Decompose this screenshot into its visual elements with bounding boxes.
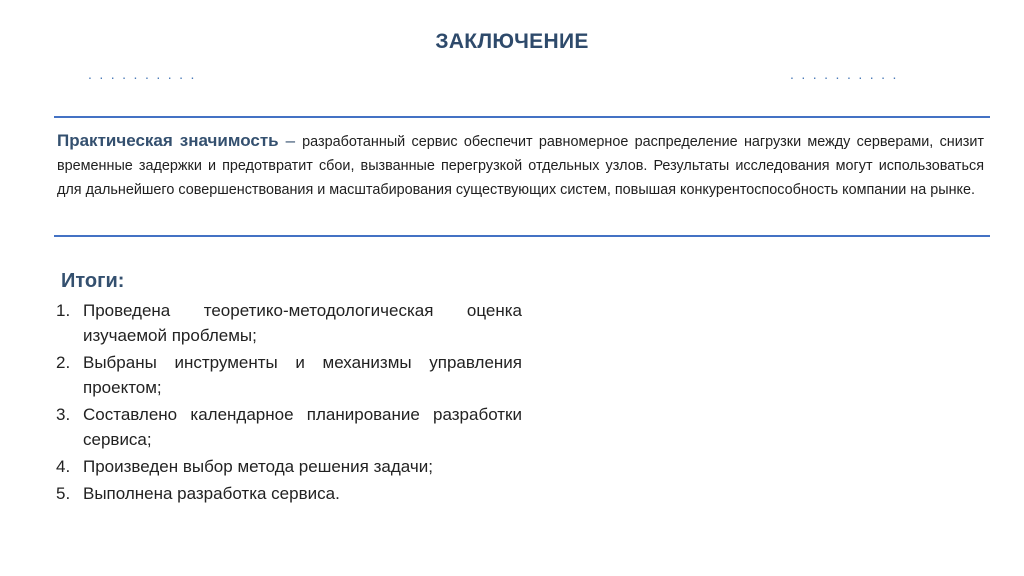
list-item: [56, 402, 522, 452]
decorative-dots-left: ..........: [88, 66, 202, 82]
list-item: [56, 481, 522, 506]
practical-significance-lead: Практическая значимость: [57, 131, 279, 150]
list-item-number: 3.: [56, 405, 71, 424]
list-item: [56, 298, 522, 348]
list-item-text: Составлено календарное планирование разработки сервиса;: [83, 405, 522, 449]
practical-significance-dash: –: [278, 131, 303, 150]
list-item-number: 2.: [56, 353, 71, 372]
list-item-number: 4.: [56, 457, 71, 476]
results-list: [56, 298, 522, 508]
divider-bottom: [54, 235, 990, 237]
list-item-text: Выбраны инструменты и механизмы управления проектом;: [83, 353, 522, 397]
list-item-text: Выполнена разработка сервиса.: [83, 484, 340, 503]
list-item: [56, 350, 522, 400]
decorative-dots-right: ..........: [790, 66, 904, 82]
practical-significance-text: разработанный сервис обеспечит равномерное распределение нагрузки между серверами, снизит временные задержки и предотвратит сбои, вызванные перегрузкой отдельных узлов. Результаты исследования могут использоваться для дальнейшего совершенствования и масштабирования существующих систем, повышая конкурентоспособность компании на рынке.: [57, 134, 984, 198]
list-item-number: 1.: [56, 301, 71, 320]
practical-significance-paragraph: [57, 129, 984, 202]
list-item-number: 5.: [56, 484, 71, 503]
list-item: [56, 454, 522, 479]
list-item-text: Произведен выбор метода решения задачи;: [83, 457, 433, 476]
list-item-text: Проведена теоретико-методологическая оценка изучаемой проблемы;: [83, 301, 522, 345]
slide-title: ЗАКЛЮЧЕНИЕ: [435, 30, 589, 53]
divider-top: [54, 116, 990, 118]
results-heading: Итоги:: [61, 270, 125, 292]
